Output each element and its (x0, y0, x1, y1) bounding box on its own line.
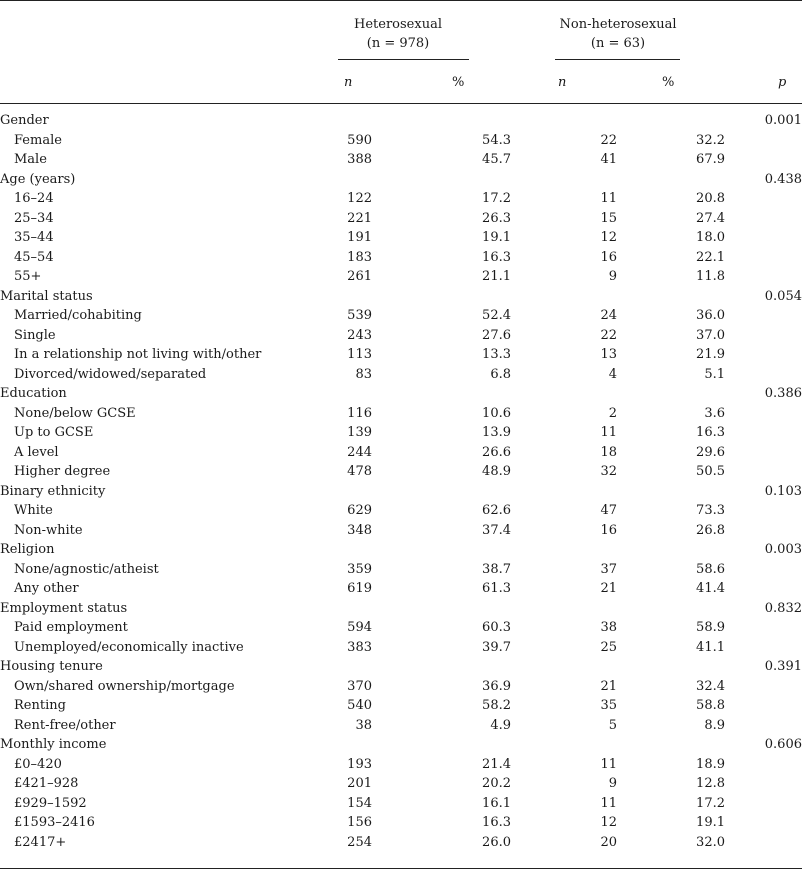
cell-n-heterosexual: 629 (347, 503, 372, 518)
table-row (0, 716, 802, 736)
cell-pct-heterosexual (372, 111, 511, 131)
cell-pct-nonheterosexual (617, 657, 725, 677)
cell-p-value (725, 404, 802, 424)
cell-p-value (725, 189, 802, 209)
cell-pct-nonheterosexual: 41.4 (696, 581, 725, 596)
cell-pct-heterosexual: 26.3 (482, 210, 511, 226)
group-heterosexual-underline (338, 59, 469, 60)
cell-pct-nonheterosexual: 20.8 (696, 191, 725, 206)
cell-n-nonheterosexual (511, 111, 617, 131)
cell-n-nonheterosexual (511, 384, 617, 404)
cell-n-nonheterosexual: 11 (600, 795, 617, 811)
cell-pct-heterosexual: 6.8 (490, 366, 511, 382)
cell-pct-nonheterosexual: 3.6 (704, 405, 725, 421)
table-row (0, 677, 802, 697)
row-label: White (14, 503, 53, 518)
cell-pct-heterosexual: 54.3 (482, 132, 511, 148)
row-label: Gender (0, 113, 49, 128)
cell-n-nonheterosexual (511, 657, 617, 677)
group-nonheterosexual-n: (n = 63) (590, 36, 646, 51)
row-label: 25–34 (14, 210, 54, 226)
row-label: Education (0, 386, 67, 401)
cell-n-heterosexual: 243 (347, 327, 372, 343)
row-label: In a relationship not living with/other (14, 347, 262, 362)
cell-pct-heterosexual: 52.4 (482, 308, 511, 323)
cell-n-nonheterosexual (511, 735, 617, 755)
cell-pct-nonheterosexual: 41.1 (696, 639, 725, 655)
category-row (0, 170, 802, 190)
row-label: Own/shared ownership/mortgage (14, 678, 235, 694)
cell-n-nonheterosexual: 16 (600, 249, 617, 265)
cell-n-nonheterosexual: 16 (600, 522, 617, 538)
cell-pct-heterosexual: 20.2 (482, 776, 511, 791)
cell-n-heterosexual: 540 (347, 698, 372, 713)
cell-p-value (725, 443, 802, 463)
cell-n-heterosexual: 348 (347, 522, 372, 538)
cell-pct-nonheterosexual: 8.9 (704, 717, 725, 733)
cell-n-nonheterosexual: 35 (600, 698, 617, 713)
cell-p-value: 0.386 (764, 386, 802, 401)
cell-pct-nonheterosexual: 29.6 (696, 444, 725, 460)
group-heterosexual-n: (n = 978) (366, 36, 430, 51)
cell-n-nonheterosexual (511, 482, 617, 502)
cell-pct-nonheterosexual: 37.0 (696, 327, 725, 343)
row-label: 16–24 (14, 191, 54, 206)
cell-n-heterosexual: 539 (347, 308, 372, 323)
cell-pct-nonheterosexual (617, 540, 725, 560)
cell-n-nonheterosexual: 21 (600, 678, 617, 694)
row-label: £0–420 (14, 756, 62, 772)
cell-n-nonheterosexual: 12 (600, 230, 617, 245)
cell-n-heterosexual: 261 (347, 269, 372, 284)
cell-pct-nonheterosexual: 19.1 (696, 815, 725, 830)
row-label: Any other (14, 581, 79, 596)
cell-p-value: 0.606 (764, 737, 802, 752)
cell-n-nonheterosexual: 11 (600, 425, 617, 440)
cell-n-heterosexual: 244 (347, 444, 372, 460)
table-row (0, 813, 802, 833)
cell-pct-nonheterosexual: 36.0 (696, 308, 725, 323)
cell-p-value: 0.103 (764, 483, 802, 499)
cell-n-heterosexual: 590 (347, 132, 372, 148)
category-row (0, 735, 802, 755)
cell-p-value (725, 501, 802, 521)
cell-pct-nonheterosexual: 18.9 (696, 756, 725, 772)
cell-n-nonheterosexual: 24 (600, 308, 617, 323)
cell-pct-heterosexual: 38.7 (482, 561, 511, 577)
row-label: None/agnostic/atheist (14, 561, 159, 577)
top-rule (0, 0, 802, 1)
table-row (0, 774, 802, 794)
cell-pct-heterosexual: 26.0 (482, 834, 511, 850)
row-label: Paid employment (14, 620, 128, 635)
cell-pct-heterosexual (372, 540, 511, 560)
table-row (0, 794, 802, 814)
data-table (0, 111, 802, 852)
cell-pct-nonheterosexual (617, 599, 725, 619)
cell-n-nonheterosexual: 15 (600, 210, 617, 226)
cell-n-heterosexual: 370 (347, 678, 372, 694)
table-row (0, 696, 802, 716)
cell-p-value (725, 365, 802, 385)
cell-pct-heterosexual: 61.3 (482, 581, 511, 596)
cell-pct-heterosexual: 19.1 (482, 230, 511, 245)
col-n-heterosexual: n (344, 75, 353, 90)
category-row (0, 540, 802, 560)
cell-pct-nonheterosexual: 22.1 (696, 249, 725, 265)
cell-pct-heterosexual: 36.9 (482, 678, 511, 694)
table-row (0, 326, 802, 346)
row-label: Unemployed/economically inactive (14, 639, 244, 655)
cell-p-value (725, 716, 802, 736)
cell-n-heterosexual: 183 (347, 249, 372, 265)
cell-pct-heterosexual (372, 384, 511, 404)
table-row (0, 365, 802, 385)
cell-p-value (725, 638, 802, 658)
cell-p-value (725, 560, 802, 580)
table-row (0, 833, 802, 853)
cell-pct-nonheterosexual (617, 735, 725, 755)
cell-pct-heterosexual: 45.7 (482, 152, 511, 167)
cell-n-nonheterosexual: 4 (608, 366, 617, 382)
cell-n-nonheterosexual: 12 (600, 815, 617, 830)
row-label: Married/cohabiting (14, 308, 142, 323)
table-row (0, 521, 802, 541)
row-label: Non-white (14, 522, 83, 538)
cell-p-value: 0.438 (764, 171, 802, 187)
cell-pct-heterosexual: 13.9 (482, 425, 511, 440)
cell-p-value (725, 345, 802, 365)
cell-n-nonheterosexual: 9 (608, 776, 617, 791)
cell-pct-heterosexual: 21.4 (482, 756, 511, 772)
cell-p-value (725, 306, 802, 326)
row-label: Single (14, 327, 56, 343)
cell-n-heterosexual: 191 (347, 230, 372, 245)
cell-pct-heterosexual: 39.7 (482, 639, 511, 655)
cell-n-heterosexual (344, 540, 372, 560)
col-pct-nonheterosexual: % (662, 75, 675, 90)
cell-n-heterosexual: 116 (347, 405, 372, 421)
cell-n-nonheterosexual: 9 (608, 269, 617, 284)
cell-n-heterosexual: 359 (347, 561, 372, 577)
cell-pct-nonheterosexual (617, 111, 725, 131)
row-label: None/below GCSE (14, 405, 136, 421)
category-row (0, 482, 802, 502)
table-row (0, 560, 802, 580)
cell-pct-nonheterosexual: 16.3 (696, 425, 725, 440)
table-row (0, 501, 802, 521)
cell-n-nonheterosexual: 37 (600, 561, 617, 577)
table-row (0, 755, 802, 775)
cell-p-value (725, 579, 802, 599)
table-body (0, 111, 802, 852)
col-n-nonheterosexual: n (558, 75, 567, 90)
table-row (0, 638, 802, 658)
cell-pct-nonheterosexual: 73.3 (696, 503, 725, 518)
cell-pct-nonheterosexual: 58.8 (696, 698, 725, 713)
row-label: Monthly income (0, 737, 107, 752)
table-row (0, 189, 802, 209)
cell-pct-heterosexual (372, 599, 511, 619)
row-label: Renting (14, 698, 66, 713)
category-row (0, 384, 802, 404)
cell-n-heterosexual: 156 (347, 815, 372, 830)
cell-pct-nonheterosexual: 58.9 (696, 620, 725, 635)
cell-n-heterosexual (344, 657, 372, 677)
cell-p-value (725, 696, 802, 716)
cell-p-value (725, 677, 802, 697)
cell-n-heterosexual (344, 735, 372, 755)
table-row (0, 267, 802, 287)
cell-n-nonheterosexual: 18 (600, 444, 617, 460)
cell-pct-heterosexual: 13.3 (482, 347, 511, 362)
cell-p-value (725, 755, 802, 775)
cell-n-nonheterosexual: 22 (600, 132, 617, 148)
cell-pct-nonheterosexual: 12.8 (696, 776, 725, 791)
cell-n-heterosexual: 478 (347, 464, 372, 479)
group-heterosexual-title: Heterosexual (354, 17, 442, 32)
cell-n-heterosexual (344, 111, 372, 131)
cell-p-value: 0.001 (764, 113, 802, 128)
group-heterosexual-header (328, 15, 468, 53)
row-label: Employment status (0, 600, 128, 616)
cell-n-nonheterosexual: 21 (600, 581, 617, 596)
category-row (0, 599, 802, 619)
cell-n-heterosexual: 221 (347, 210, 372, 226)
row-label: £2417+ (14, 834, 67, 850)
cell-pct-heterosexual (372, 287, 511, 307)
cell-p-value (725, 618, 802, 638)
cell-p-value (725, 209, 802, 229)
cell-n-nonheterosexual: 38 (600, 620, 617, 635)
cell-p-value (725, 521, 802, 541)
cell-pct-nonheterosexual (617, 384, 725, 404)
category-row (0, 657, 802, 677)
category-row (0, 287, 802, 307)
cell-n-heterosexual: 139 (347, 425, 372, 440)
cell-p-value (725, 131, 802, 151)
row-label: Male (14, 152, 47, 167)
cell-p-value (725, 794, 802, 814)
row-label: Divorced/widowed/separated (14, 366, 207, 382)
row-label: Marital status (0, 288, 93, 304)
cell-pct-nonheterosexual: 5.1 (704, 366, 725, 382)
row-label: Age (years) (0, 171, 76, 187)
table-row (0, 404, 802, 424)
cell-p-value (725, 267, 802, 287)
cell-n-nonheterosexual: 22 (600, 327, 617, 343)
cell-n-heterosexual (344, 170, 372, 190)
cell-pct-nonheterosexual: 27.4 (696, 210, 725, 226)
cell-n-nonheterosexual: 11 (600, 191, 617, 206)
cell-n-heterosexual (344, 384, 372, 404)
cell-pct-nonheterosexual: 18.0 (696, 230, 725, 245)
cell-p-value (725, 462, 802, 482)
cell-n-nonheterosexual: 5 (608, 717, 617, 733)
table-row (0, 228, 802, 248)
cell-pct-heterosexual: 37.4 (482, 522, 511, 538)
row-label: A level (14, 444, 59, 460)
cell-n-heterosexual: 83 (355, 366, 372, 382)
cell-p-value (725, 326, 802, 346)
cell-pct-heterosexual: 16.1 (482, 795, 511, 811)
cell-n-heterosexual: 154 (347, 795, 372, 811)
cell-p-value (725, 150, 802, 170)
cell-n-heterosexual: 38 (355, 717, 372, 733)
cell-pct-heterosexual: 17.2 (482, 191, 511, 206)
cell-n-heterosexual (344, 287, 372, 307)
cell-n-nonheterosexual (511, 170, 617, 190)
cell-n-heterosexual: 201 (347, 776, 372, 791)
cell-n-nonheterosexual: 11 (600, 756, 617, 772)
row-label: Binary ethnicity (0, 483, 106, 499)
cell-p-value: 0.054 (764, 288, 802, 304)
cell-p-value (725, 813, 802, 833)
cell-n-heterosexual (344, 599, 372, 619)
cell-p-value: 0.832 (764, 600, 802, 616)
cell-pct-heterosexual: 16.3 (482, 815, 511, 830)
row-label: £421–928 (14, 776, 79, 791)
cell-pct-nonheterosexual: 17.2 (696, 795, 725, 811)
cell-n-heterosexual: 113 (347, 347, 372, 362)
row-label: 35–44 (14, 230, 54, 245)
header-rule (0, 103, 802, 104)
cell-pct-heterosexual: 21.1 (482, 269, 511, 284)
cell-pct-heterosexual (372, 170, 511, 190)
cell-pct-nonheterosexual: 21.9 (696, 347, 725, 362)
bottom-rule (0, 868, 802, 869)
row-label: Female (14, 132, 62, 148)
cell-n-nonheterosexual: 25 (600, 639, 617, 655)
cell-pct-nonheterosexual: 67.9 (696, 152, 725, 167)
group-nonheterosexual-underline (555, 59, 680, 60)
cell-pct-heterosexual (372, 735, 511, 755)
table-row (0, 345, 802, 365)
cell-n-nonheterosexual (511, 540, 617, 560)
cell-n-nonheterosexual: 47 (600, 503, 617, 518)
col-p-value: p (778, 75, 787, 90)
cell-pct-heterosexual: 58.2 (482, 698, 511, 713)
table-row (0, 131, 802, 151)
cell-p-value (725, 833, 802, 853)
cell-n-heterosexual (344, 482, 372, 502)
cell-pct-nonheterosexual: 32.4 (696, 678, 725, 694)
cell-n-heterosexual: 383 (347, 639, 372, 655)
row-label: 55+ (14, 269, 42, 284)
row-label: £1593–2416 (14, 815, 95, 830)
group-nonheterosexual-header (548, 15, 688, 53)
group-nonheterosexual-title: Non-heterosexual (559, 17, 677, 32)
cell-n-heterosexual: 619 (347, 581, 372, 596)
cell-p-value (725, 774, 802, 794)
cell-p-value (725, 248, 802, 268)
cell-p-value (725, 228, 802, 248)
cell-n-nonheterosexual: 32 (600, 464, 617, 479)
cell-pct-heterosexual: 60.3 (482, 620, 511, 635)
row-label: £929–1592 (14, 795, 87, 811)
cell-pct-nonheterosexual: 11.8 (696, 269, 725, 284)
cell-pct-heterosexual: 16.3 (482, 249, 511, 265)
row-label: Up to GCSE (14, 425, 94, 440)
cell-pct-nonheterosexual: 32.0 (696, 834, 725, 850)
cell-pct-heterosexual: 10.6 (482, 405, 511, 421)
cell-p-value (725, 423, 802, 443)
table-row (0, 443, 802, 463)
cell-pct-nonheterosexual: 32.2 (696, 132, 725, 148)
cell-pct-nonheterosexual: 58.6 (696, 561, 725, 577)
cell-p-value: 0.003 (764, 542, 802, 557)
cell-n-nonheterosexual: 20 (600, 834, 617, 850)
cell-n-nonheterosexual: 41 (600, 152, 617, 167)
table-row (0, 423, 802, 443)
cell-pct-heterosexual (372, 482, 511, 502)
table-row (0, 248, 802, 268)
cell-n-heterosexual: 254 (347, 834, 372, 850)
table-row (0, 462, 802, 482)
cell-n-heterosexual: 388 (347, 152, 372, 167)
cell-pct-nonheterosexual (617, 287, 725, 307)
table-row (0, 579, 802, 599)
cell-n-nonheterosexual (511, 287, 617, 307)
cell-n-heterosexual: 122 (347, 191, 372, 206)
cell-pct-heterosexual (372, 657, 511, 677)
cell-pct-nonheterosexual (617, 482, 725, 502)
row-label: Religion (0, 542, 55, 557)
row-label: Rent-free/other (14, 717, 116, 733)
table-row (0, 209, 802, 229)
cell-pct-heterosexual: 62.6 (482, 503, 511, 518)
row-label: 45–54 (14, 249, 54, 265)
cell-n-nonheterosexual: 13 (600, 347, 617, 362)
cell-pct-heterosexual: 26.6 (482, 444, 511, 460)
category-row (0, 111, 802, 131)
cell-pct-heterosexual: 48.9 (482, 464, 511, 479)
cell-pct-nonheterosexual (617, 170, 725, 190)
table-row (0, 150, 802, 170)
cell-n-nonheterosexual (511, 599, 617, 619)
cell-n-heterosexual: 594 (347, 620, 372, 635)
cell-p-value: 0.391 (764, 659, 802, 674)
cell-pct-heterosexual: 4.9 (490, 717, 511, 733)
table-row (0, 306, 802, 326)
cell-pct-nonheterosexual: 26.8 (696, 522, 725, 538)
row-label: Higher degree (14, 464, 111, 479)
col-pct-heterosexual: % (452, 75, 465, 90)
cell-pct-heterosexual: 27.6 (482, 327, 511, 343)
row-label: Housing tenure (0, 659, 103, 674)
cell-n-heterosexual: 193 (347, 756, 372, 772)
cell-pct-nonheterosexual: 50.5 (696, 464, 725, 479)
cell-n-nonheterosexual: 2 (608, 405, 617, 421)
table-row (0, 618, 802, 638)
